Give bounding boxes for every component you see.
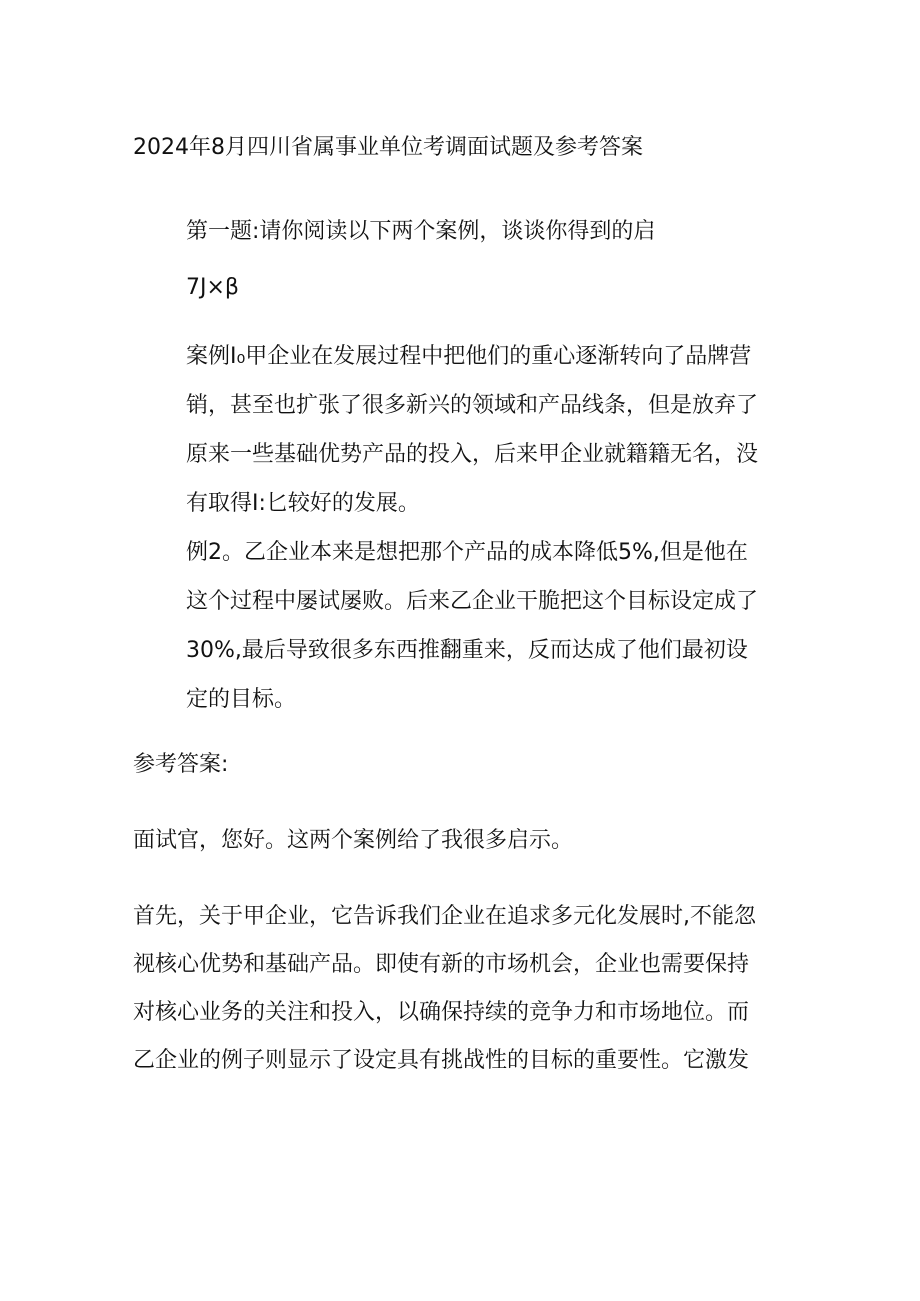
case-1-line: 案例I₀甲企业在发展过程中把他们的重心逐渐转向了品牌营 <box>186 344 752 369</box>
case-2-line: 这个过程中屡试屡败。后来乙企业干脆把这个目标设定成了 <box>186 589 759 614</box>
case-1-line: 有取得I:匕较好的发展。 <box>186 491 420 516</box>
case-2-paragraph <box>186 528 806 724</box>
question-line-2: 7J×β <box>186 275 239 300</box>
question-line-1: 第一题:请你阅读以下两个案例，谈谈你得到的启 <box>186 219 656 244</box>
answer-paragraph-1: 面试官，您好。这两个案例给了我很多启示。 <box>133 828 574 853</box>
case-2-line: 例2。乙企业本来是想把那个产品的成本降低5%,但是他在 <box>186 540 748 565</box>
case-1-line: 原来一些基础优势产品的投入，后来甲企业就籍籍无名，没 <box>186 442 759 467</box>
case-1-paragraph <box>186 332 806 528</box>
answer-paragraph-2-line: 对核心业务的关注和投入，以确保持续的竞争力和市场地位。而 <box>133 1000 750 1025</box>
document-title: 2024年8月四川省属事业单位考调面试题及参考答案 <box>133 135 643 160</box>
case-2-line: 30%,最后导致很多东西推翻重来，反而达成了他们最初设 <box>186 638 748 663</box>
question-block <box>186 218 806 330</box>
answer-paragraph-2-line: 乙企业的例子则显示了设定具有挑战性的目标的重要性。它激发 <box>133 1048 750 1073</box>
answer-paragraph-2 <box>133 893 813 1085</box>
answer-label: 参考答案: <box>133 752 229 777</box>
answer-paragraph-2-line: 视核心优势和基础产品。即使有新的市场机会，企业也需要保持 <box>133 952 750 977</box>
case-2-line: 定的目标。 <box>186 687 297 712</box>
answer-paragraph-2-line: 首先，关于甲企业，它告诉我们企业在追求多元化发展时,不能忽 <box>133 904 756 929</box>
case-1-line: 销，甚至也扩张了很多新兴的领域和产品线条，但是放弃了 <box>186 393 759 418</box>
